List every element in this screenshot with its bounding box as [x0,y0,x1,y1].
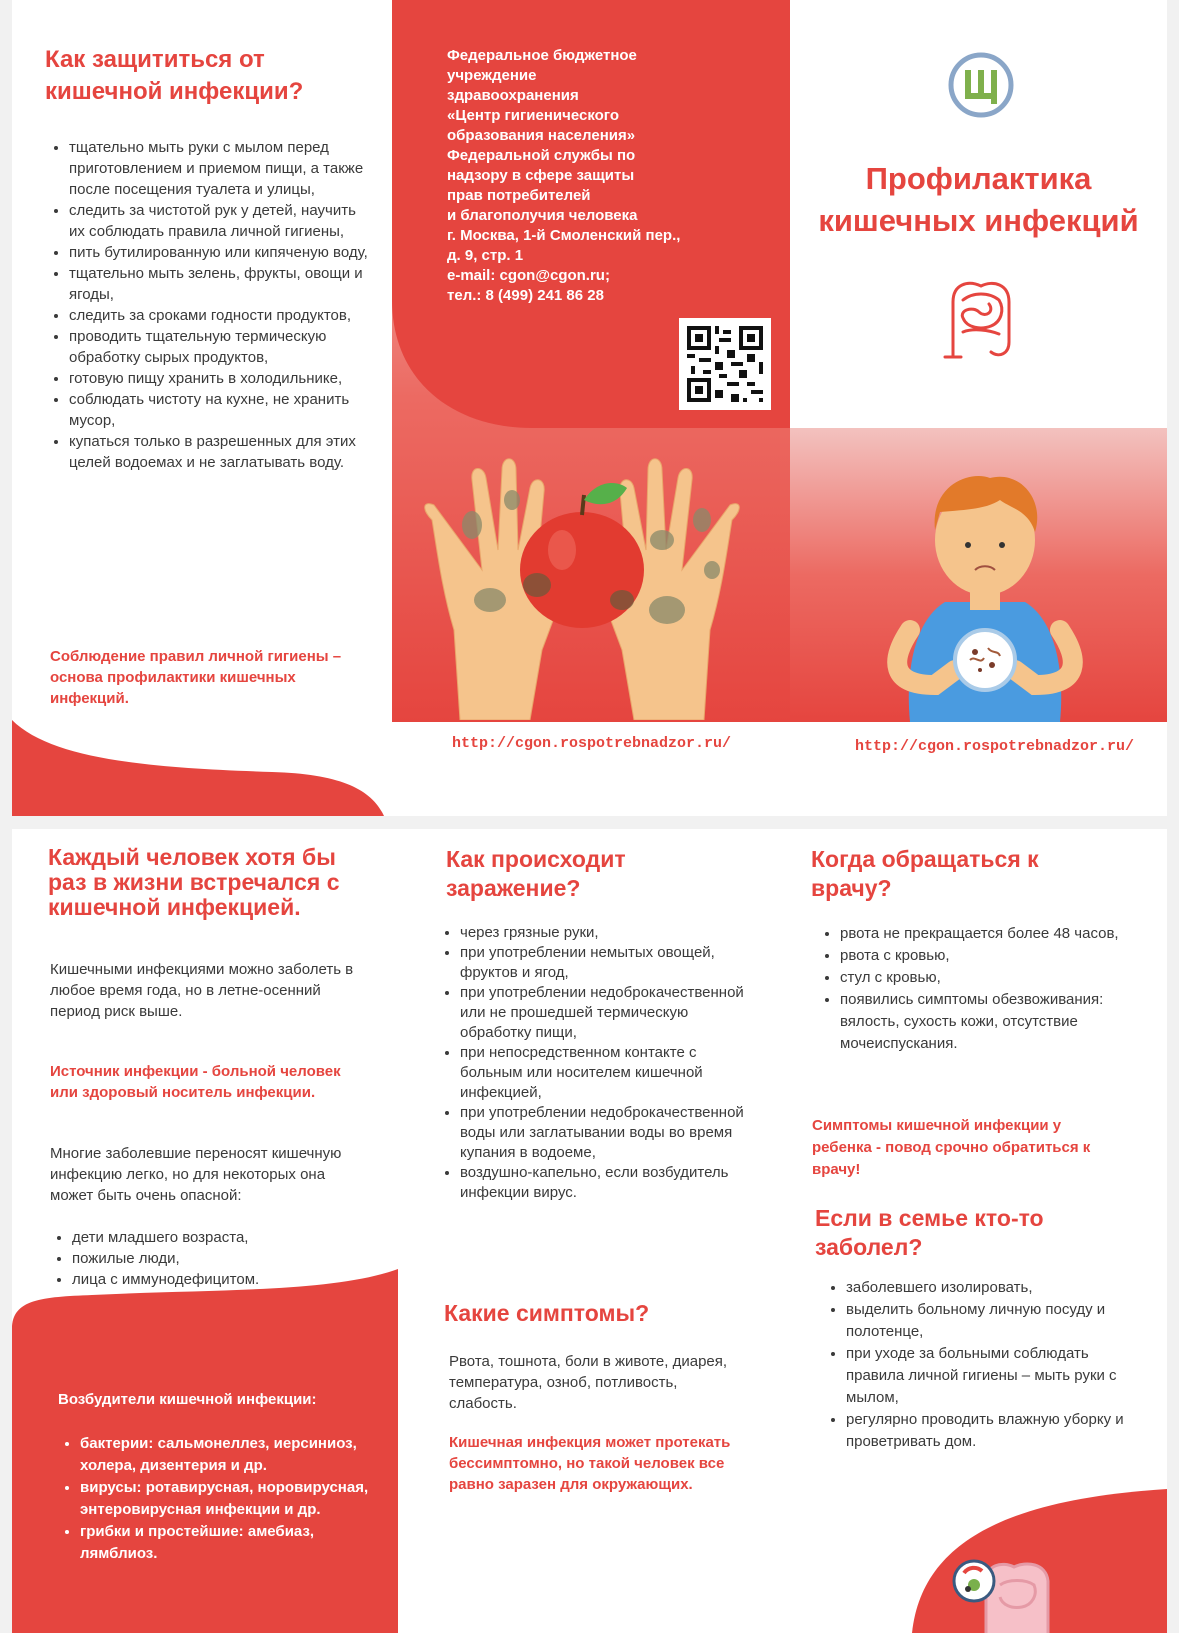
org-line: г. Москва, 1-й Смоленский пер., [447,227,681,244]
left-panel-title: Как защититься от кишечной инфекции? [45,46,304,105]
infection-source-note: Источник инфекции - больной человек или здоровый носитель инфекции. [50,1063,341,1101]
list-item: • при непосредственном контакте с больным или носителем кишечной инфекцией, [460,1043,750,1103]
intestine-magnifier-illustration [942,1551,1082,1633]
risk-paragraph: Многие заболевшие переносят кишечную инфекцию легко, но для некоторых она может быть очень опасной: [50,1145,342,1204]
symptoms-title: Какие симптомы? [444,1300,650,1326]
qr-code-icon [679,318,771,410]
list-item: • при употреблении недоброкачественной или не прошедшей термическую обработку пищи, [460,983,750,1043]
hygiene-note: Соблюдение правил личной гигиены – основа профилактики кишечных инфекций. [50,648,342,707]
org-line: учреждение [447,67,537,84]
list-item: • вирусы: ротавирусная, норовирусная, энтеровирусная инфекции и др. [80,1477,370,1521]
website-link[interactable]: http://cgon.rospotrebnadzor.ru/ [452,735,732,752]
middle-panel [392,0,790,816]
list-item: • соблюдать чистоту на кухне, не хранить мусор, [69,389,369,431]
list-item: • через грязные руки, [460,923,750,943]
risk-groups-list [50,1227,372,1290]
intro-paragraph: Кишечными инфекциями можно заболеть в любое время года, но в летне-осенний период риск выше. [50,961,354,1020]
list-item: • рвота с кровью, [840,945,1140,967]
org-line: и благополучия человека [447,207,638,224]
list-item: • следить за чистотой рук у детей, научить их соблюдать правила личной гигиены, [69,200,369,242]
list-item: • пожилые люди, [72,1248,372,1269]
column-1 [12,829,392,1633]
list-item: • пить бутилированную или кипяченую воду, [69,242,369,263]
org-phone: тел.: 8 (499) 241 86 28 [447,287,604,304]
sick-boy-illustration [880,470,1090,722]
brochure-title [790,158,1167,242]
list-item: • тщательно мыть зелень, фрукты, овощи и ягоды, [69,263,369,305]
asymptomatic-note: Кишечная инфекция может протекать бессимптомно, но такой человек все равно заразен для окружающих. [449,1434,731,1493]
family-title: Если в семье кто-то заболел? [815,1205,1044,1260]
list-item: • грибки и простейшие: амебиаз, лямблиоз. [80,1521,370,1565]
list-item: • регулярно проводить влажную уборку и проветривать дом. [846,1409,1136,1453]
list-item: • при уходе за больными соблюдать правила личной гигиены – мыть руки с мылом, [846,1343,1136,1409]
doctor-visit-list [818,923,1140,1055]
org-line: «Центр гигиенического [447,107,620,124]
org-line: здравоохранения [447,87,579,104]
dirty-hands-illustration [412,450,752,720]
qr-code[interactable] [679,318,771,410]
org-line: Федеральной службы по [447,147,636,164]
list-item: • дети младшего возраста, [72,1227,372,1248]
list-item: • тщательно мыть руки с мылом перед приготовлением и приемом пищи, а также после посещения туалета и улицы, [69,137,369,200]
org-email: e-mail: cgon@cgon.ru; [447,267,610,284]
list-item: • следить за сроками годности продуктов, [69,305,369,326]
list-item: • выделить больному личную посуду и полотенце, [846,1299,1136,1343]
column-3-title: Когда обращаться к врачу? [811,846,1039,901]
list-item: • стул с кровью, [840,967,1140,989]
list-item: • проводить тщательную термическую обработку сырых продуктов, [69,326,369,368]
transmission-list [438,923,750,1203]
list-item: • при употреблении немытых овощей, фруктов и ягод, [460,943,750,983]
family-care-list [824,1277,1136,1453]
prevention-list [47,137,369,473]
org-line: Федеральное бюджетное [447,47,637,64]
website-link-right[interactable]: http://cgon.rospotrebnadzor.ru/ [855,738,1135,755]
brochure-title-line2: кишечных инфекций [818,203,1139,238]
list-item: • воздушно-капельно, если возбудитель инфекции вирус. [460,1163,750,1203]
org-info [447,46,747,306]
column-2-title: Как происходит заражение? [446,846,626,901]
symptoms-paragraph: Рвота, тошнота, боли в животе, диарея, температура, озноб, потливость, слабость. [449,1353,728,1412]
pathogens-list [58,1433,370,1565]
column-2 [392,829,782,1633]
right-panel [790,0,1167,816]
list-item: • рвота не прекращается более 48 часов, [840,923,1140,945]
list-item: • купаться только в разрешенных для этих целей водоемах и не заглатывать воду. [69,431,369,473]
list-item: • при употреблении недоброкачественной воды или заглатывании воды во время купания в водоеме, [460,1103,750,1163]
list-item: • заболевшего изолировать, [846,1277,1136,1299]
org-line: надзору в сфере защиты [447,167,635,184]
org-line: образования населения» [447,127,636,144]
child-warning-note: Симптомы кишечной инфекции у ребенка - повод срочно обратиться к врачу! [812,1117,1091,1178]
list-item: • лица с иммунодефицитом. [72,1269,372,1290]
org-line: д. 9, стр. 1 [447,247,524,264]
column-3 [782,829,1167,1633]
column-1-title: Каждый человек хотя бы раз в жизни встречался с кишечной инфекцией. [48,844,340,920]
brochure-title-line1: Профилактика [865,161,1092,196]
left-panel [12,0,392,816]
cgon-logo-icon [948,52,1014,118]
brochure-outside [12,0,1167,816]
list-item: • готовую пищу хранить в холодильнике, [69,368,369,389]
intestine-icon [933,272,1029,368]
list-item: • бактерии: сальмонеллез, иерсиниоз, холера, дизентерия и др. [80,1433,370,1477]
brochure-inside [12,829,1167,1633]
pathogens-title: Возбудители кишечной инфекции: [58,1391,317,1408]
list-item: • появились симптомы обезвоживания: вялость, сухость кожи, отсутствие мочеиспускания. [840,989,1140,1055]
org-line: прав потребителей [447,187,591,204]
